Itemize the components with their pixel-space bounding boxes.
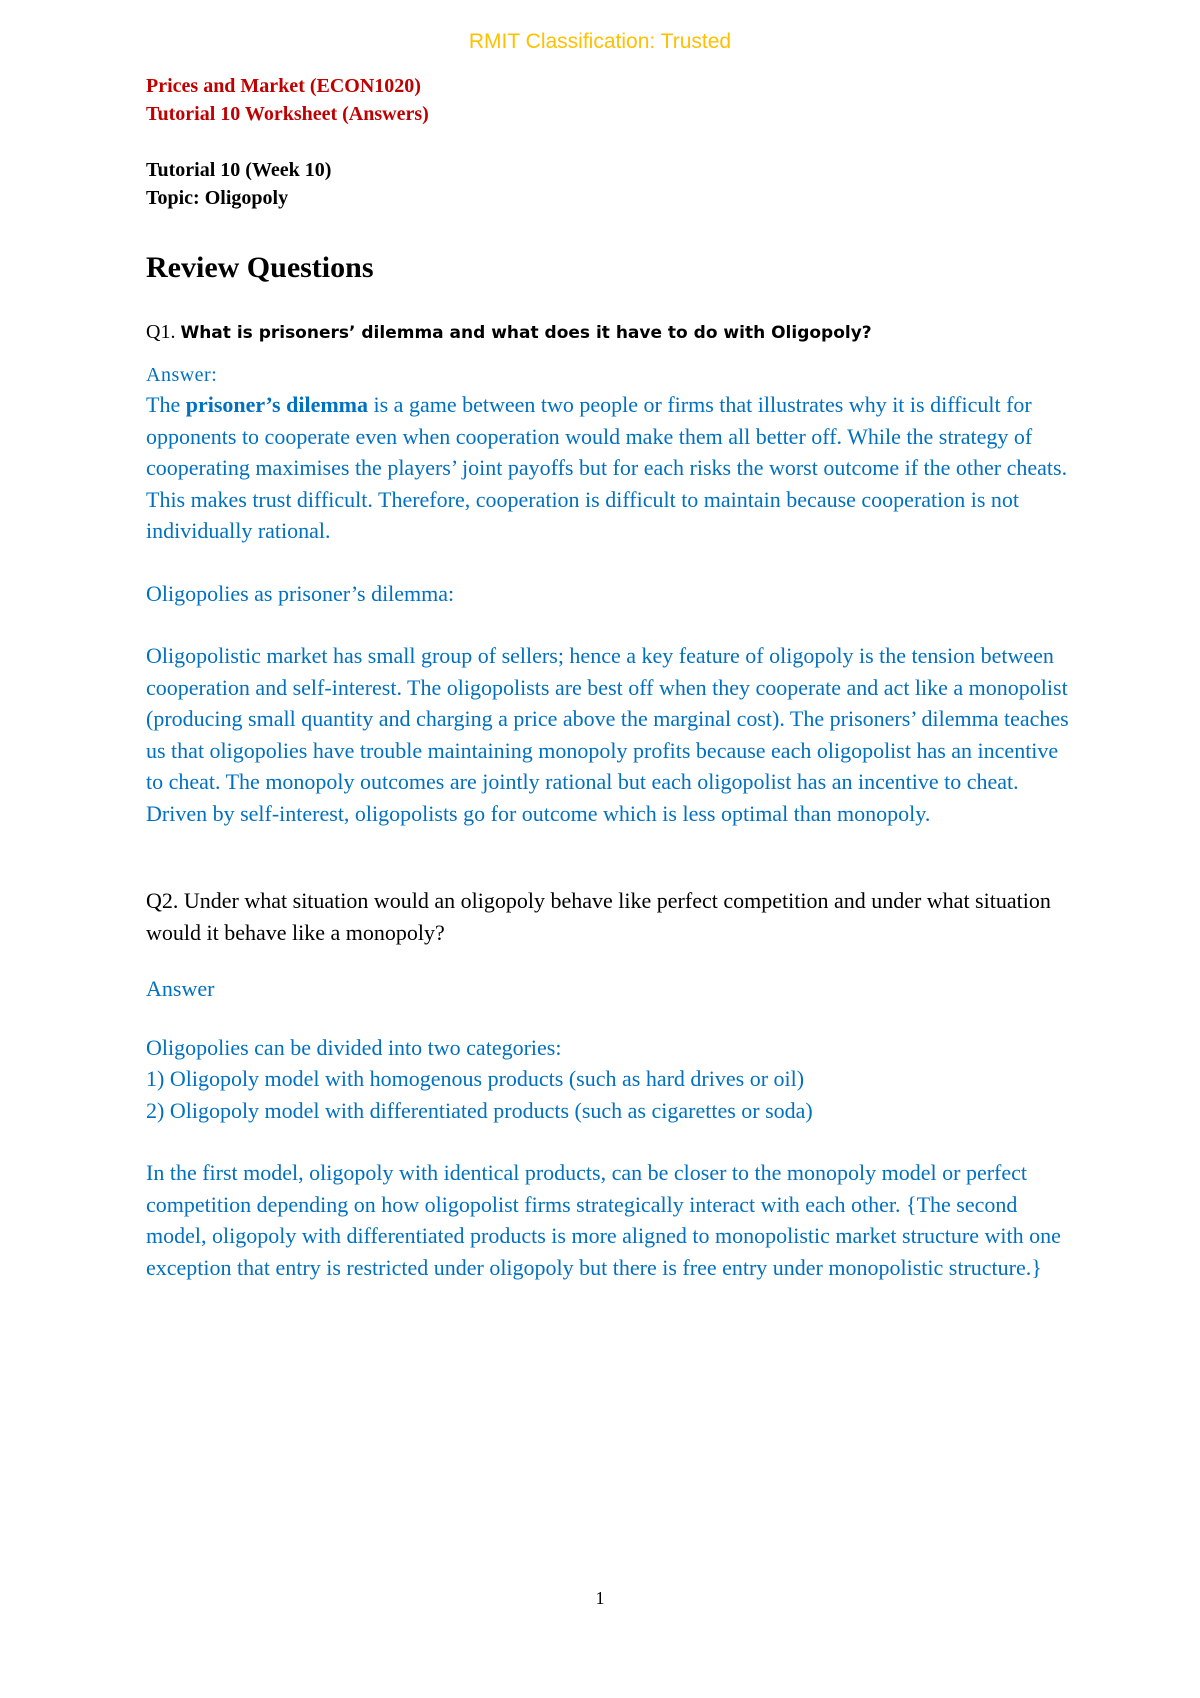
q2-answer-label: Answer (146, 976, 215, 1001)
section-heading: Review Questions (146, 251, 374, 284)
q1-question (146, 318, 1076, 347)
q1-answer-rest: is a game between two people or firms that illustrates why it is difficult for opponents to cooperate even when cooperation would make them all better off. While the strategy of cooperating maximises the players’ joint payoffs but for each risks the worst outcome if the other cheats. This makes trust difficult. Therefore, cooperation is difficult to maintain because cooperation is not individually rational. (146, 392, 1068, 543)
document-body (146, 72, 1076, 1283)
q2-category-1: 1) Oligopoly model with homogenous products (such as hard drives or oil) (146, 1066, 805, 1091)
q1-question-text: What is prisoners’ dilemma and what does it have to do with Oligopoly? (180, 323, 872, 343)
tutorial-topic: Topic: Oligopoly (146, 187, 289, 209)
q2-model-paragraph: In the first model, oligopoly with identical products, can be closer to the monopoly model or perfect competition depending on how oligopolist firms strategically interact with each other. {The second model, oligopoly with differentiated products is more aligned to monopolistic market structure with one exception that entry is restricted under oligopoly but there is free entry under monopolistic structure.} (146, 1160, 1061, 1280)
q1-answer-label: Answer: (146, 364, 218, 386)
q1-sub-heading: Oligopolies as prisoner’s dilemma: (146, 580, 455, 606)
worksheet-title: Tutorial 10 Worksheet (Answers) (146, 103, 429, 125)
q1-oligopoly-paragraph: Oligopolistic market has small group of sellers; hence a key feature of oligopoly is the tension between cooperation and self-interest. The oligopolists are best off when they cooperate and act like a monopolist (producing small quantity and charging a price above the marginal cost). The prisoners’ dilemma teaches us that oligopolies have trouble maintaining monopoly profits because each oligopolist has an incentive to cheat. The monopoly outcomes are jointly rational but each oligopolist has an incentive to cheat. Driven by self-interest, oligopolists go for outcome which is less optimal than monopoly. (146, 643, 1069, 826)
course-title: Prices and Market (ECON1020) (146, 75, 421, 97)
q1-answer-intro: The (146, 392, 186, 417)
q2-category-2: 2) Oligopoly model with differentiated products (such as cigarettes or soda) (146, 1097, 813, 1123)
q2-categories-intro: Oligopolies can be divided into two categories: (146, 1034, 562, 1060)
tutorial-week: Tutorial 10 (Week 10) (146, 159, 332, 181)
classification-header: RMIT Classification: Trusted (468, 30, 732, 53)
q1-number: Q1. (146, 321, 176, 343)
q2-question: Q2. Under what situation would an oligopoly behave like perfect competition and under what situation would it behave like a monopoly? (146, 888, 1051, 945)
q1-answer-paragraph (146, 389, 1076, 547)
page-number: 1 (595, 1588, 605, 1608)
q1-answer-term: prisoner’s dilemma (185, 392, 368, 417)
